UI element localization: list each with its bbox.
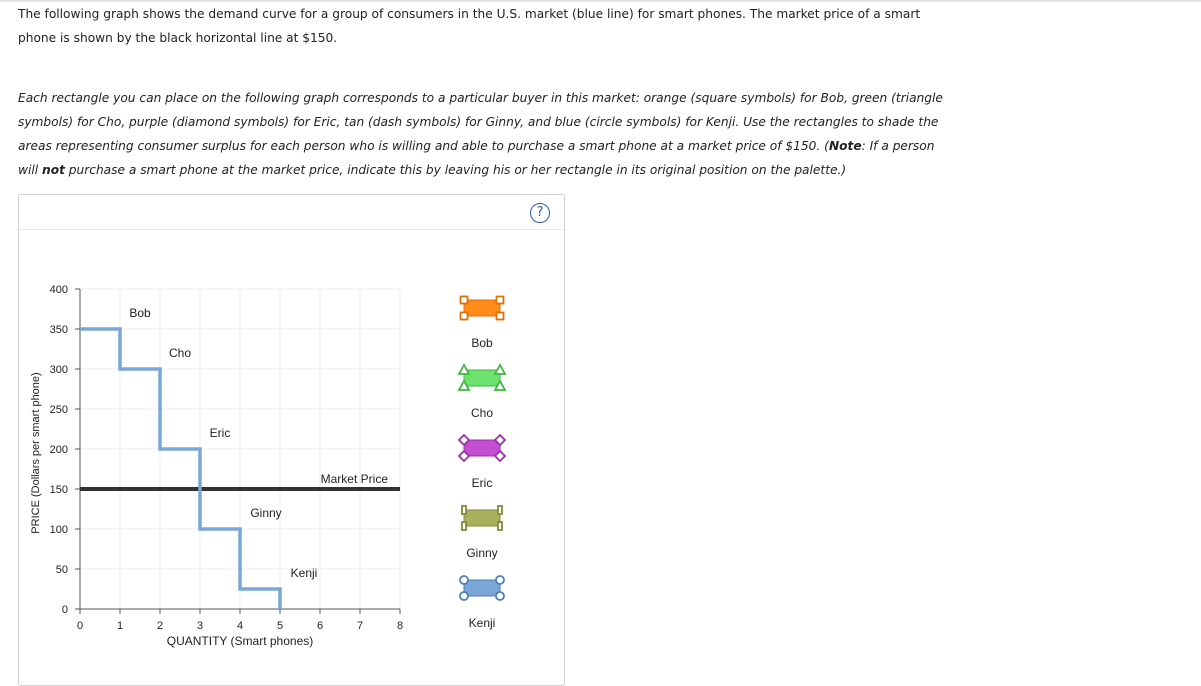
circle-symbol-icon [496, 576, 504, 584]
palette-rect-fill [464, 440, 500, 456]
rectangle-palette [459, 297, 505, 631]
square-symbol-icon [497, 313, 504, 320]
palette-rect-fill [464, 510, 500, 526]
palette-rect-eric[interactable] [459, 435, 505, 461]
x-tick-label: 7 [356, 620, 364, 632]
y-tick-label: 0 [61, 604, 68, 616]
demand-curve-line [80, 329, 280, 609]
x-tick-label: 5 [276, 620, 284, 632]
dash-symbol-icon [462, 522, 466, 530]
instructions-text-c: purchase a smart phone at the market price, indicate this by leaving his or her rectangle in its original position on the palette.) [64, 163, 847, 177]
x-tick-label: 1 [116, 620, 124, 632]
x-tick-label: 8 [396, 620, 404, 632]
y-tick-label: 400 [49, 284, 68, 296]
palette-rect-bob[interactable] [461, 297, 504, 320]
y-tick-label: 150 [49, 484, 68, 496]
square-symbol-icon [461, 313, 468, 320]
palette-rect-cho[interactable] [459, 365, 505, 390]
square-symbol-icon [461, 297, 468, 304]
note-label: Note [828, 139, 862, 153]
dash-symbol-icon [498, 506, 502, 514]
buyer-label-bob: Bob [129, 306, 151, 320]
x-tick-label: 4 [236, 620, 244, 632]
buyer-label-cho: Cho [168, 346, 192, 360]
palette-rect-ginny[interactable] [462, 506, 502, 530]
palette-rect-fill [464, 370, 500, 386]
y-tick-label: 100 [49, 524, 68, 536]
triangle-symbol-icon [495, 365, 505, 374]
square-symbol-icon [497, 297, 504, 304]
circle-symbol-icon [460, 592, 468, 600]
palette-label-kenji: Kenji [468, 616, 496, 630]
market-price-label: Market Price [320, 472, 388, 486]
buyer-label-ginny: Ginny [250, 506, 282, 520]
help-icon[interactable]: ? [530, 203, 550, 223]
instructions-text-b: : If a person will [18, 139, 935, 177]
instructions-text-a: Each rectangle you can place on the following graph corresponds to a particular buyer in this market: orange (square symbols) for Bob, green (triangle symbols) for Cho, purple (diamond symbols) for Eric, tan (dash symbols) for Ginny, and blue (circle symbols) for Kenji. Use the rectangles to shade the areas representing consumer surplus for each person who is willing and able to purchase a smart phone at a market price of $150. ( [18, 91, 943, 153]
y-axis-label: PRICE (Dollars per smart phone) [30, 372, 42, 534]
circle-symbol-icon [460, 576, 468, 584]
buyer-label-kenji: Kenji [290, 566, 318, 580]
palette-label-ginny: Ginny [466, 546, 498, 560]
y-tick-label: 50 [55, 564, 68, 576]
palette-rect-fill [464, 580, 500, 596]
palette-rect-kenji[interactable] [460, 576, 504, 600]
dash-symbol-icon [462, 506, 466, 514]
circle-symbol-icon [496, 592, 504, 600]
buyer-label-eric: Eric [209, 426, 231, 440]
triangle-symbol-icon [459, 365, 469, 374]
x-axis-label: QUANTITY (Smart phones) [166, 634, 314, 648]
not-word: not [42, 163, 65, 177]
y-tick-label: 300 [49, 364, 68, 376]
chart-labels [129, 306, 388, 580]
x-tick-label: 6 [316, 620, 324, 632]
palette-label-bob: Bob [471, 336, 493, 350]
y-tick-label: 200 [49, 444, 68, 456]
dash-symbol-icon [498, 522, 502, 530]
y-tick-label: 350 [49, 324, 68, 336]
y-tick-label: 250 [49, 404, 68, 416]
intro-paragraph: The following graph shows the demand curve for a group of consumers in the U.S. market (blue line) for smart phones. The market price of a smart phone is shown by the black horizontal line at $150. [18, 7, 921, 45]
x-tick-label: 3 [196, 620, 204, 632]
chart-axes [50, 284, 403, 632]
palette-label-eric: Eric [471, 476, 493, 490]
palette-label-cho: Cho [470, 406, 494, 420]
x-tick-label: 0 [76, 620, 84, 632]
x-tick-label: 2 [156, 620, 164, 632]
palette-rect-fill [464, 300, 500, 316]
